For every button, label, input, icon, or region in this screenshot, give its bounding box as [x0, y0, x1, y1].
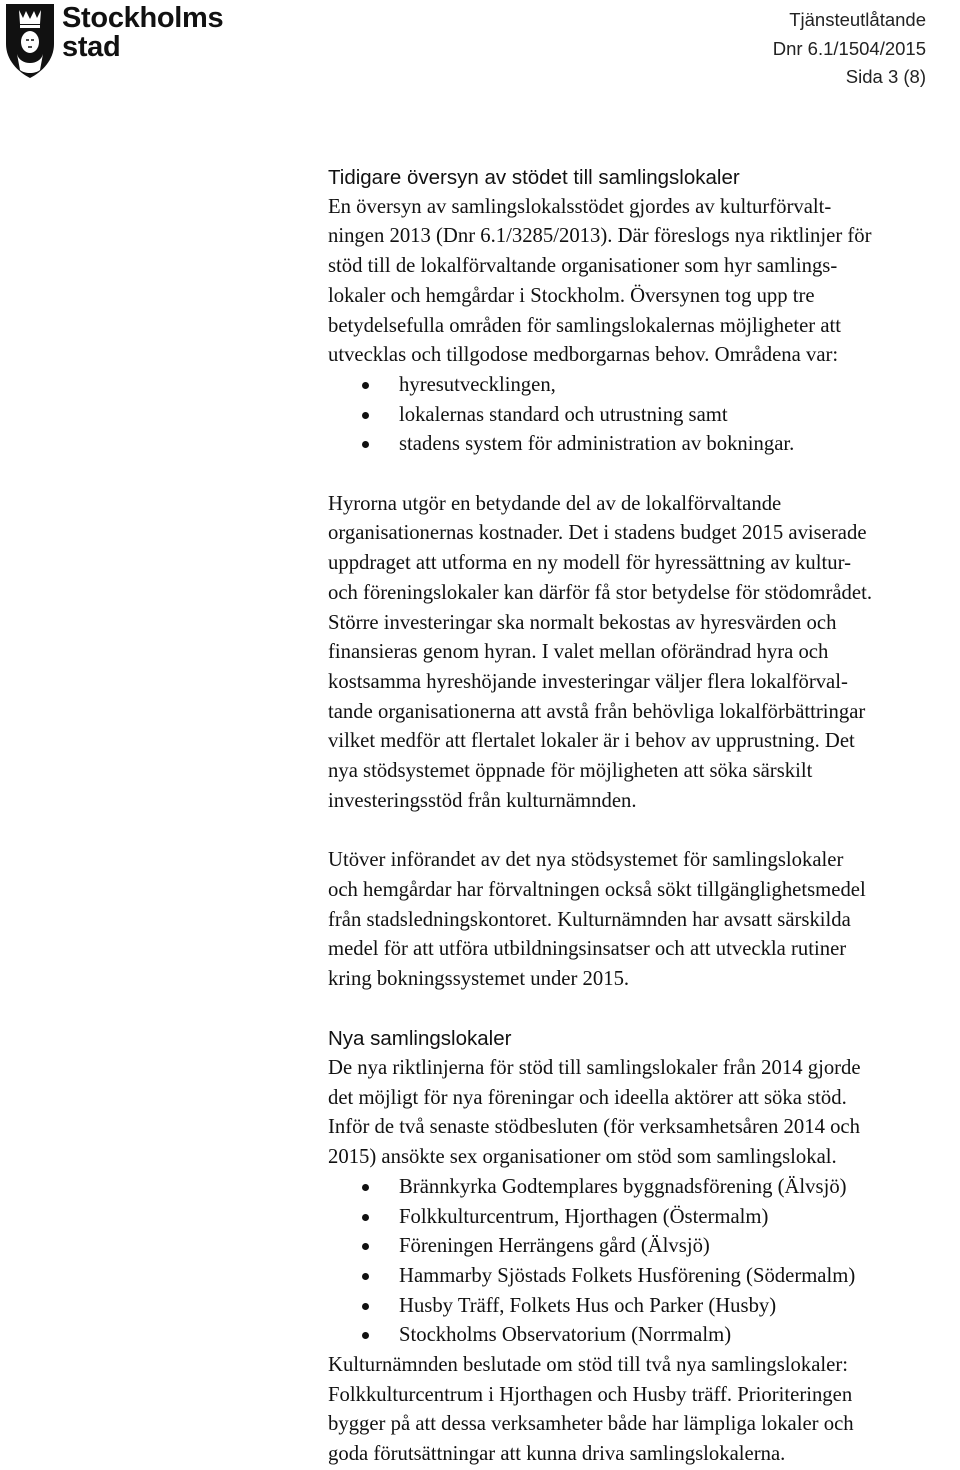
paragraph-line: kring bokningssystemet under 2015. — [328, 967, 630, 990]
paragraph-line: och hemgårdar har förvaltningen också sökt tillgänglighetsmedel — [328, 878, 866, 901]
section-heading-new-venues: Nya samlingslokaler — [328, 1027, 512, 1051]
list-item — [328, 401, 940, 431]
logo-line-1: Stockholms — [62, 2, 224, 34]
areas-bullet-list — [328, 371, 940, 460]
bullet-icon — [362, 441, 369, 448]
paragraph-line: uppdraget att utforma en ny modell för hyressättning av kultur- — [328, 552, 851, 575]
page-number: Sida 3 (8) — [845, 66, 926, 87]
list-item — [328, 1262, 940, 1292]
paragraph-line: En översyn av samlingslokalsstödet gjordes av kulturförvalt- — [328, 195, 832, 218]
paragraph-line: och föreningslokaler kan därför få stor betydelse för stödområdet. — [328, 581, 873, 604]
paragraph-line: betydelsefulla områden för samlingslokalernas möjligheter att — [328, 314, 842, 337]
city-crest-icon — [2, 0, 58, 80]
list-item — [328, 371, 940, 401]
paragraph-line: från stadsledningskontoret. Kulturnämnden har avsatt särskilda — [328, 908, 851, 931]
paragraph-line: lokaler och hemgårdar i Stockholm. Översynen tog upp tre — [328, 284, 815, 307]
document-body — [328, 163, 940, 1470]
bullet-icon — [362, 1243, 369, 1250]
paragraph-line: stöd till de lokalförvaltande organisationer som hyr samlings- — [328, 255, 838, 278]
document-number: Dnr 6.1/1504/2015 — [772, 37, 926, 59]
section-heading-previous-review: Tidigare översyn av stödet till samlingslokaler — [328, 166, 740, 189]
paragraph-line: tande organisationerna att avstå från behövliga lokalförbättringar — [328, 700, 866, 723]
list-item-text: Hammarby Sjöstads Folkets Husförening (Södermalm) — [399, 1264, 856, 1287]
bullet-icon — [362, 382, 369, 389]
paragraph-line: det möjligt för nya föreningar och ideella aktörer att söka stöd. — [328, 1086, 847, 1109]
document-header — [773, 6, 926, 92]
bullet-icon — [362, 1214, 369, 1221]
paragraph-line: ningen 2013 (Dnr 6.1/3285/2013). Där föreslogs nya riktlinjer för — [328, 225, 872, 248]
logo-line-2: stad — [62, 31, 121, 63]
list-item-text: stadens system för administration av bokningar. — [399, 433, 795, 456]
paragraph-line: Utöver införandet av det nya stödsystemet för samlingslokaler — [328, 849, 844, 872]
list-item — [328, 1203, 940, 1233]
list-item — [328, 1173, 940, 1203]
paragraph-line: kostsamma hyreshöjande investeringar väljer flera lokalförval- — [328, 670, 848, 693]
paragraph-line: nya stödsystemet öppnade för möjligheten att söka särskilt — [328, 760, 813, 783]
paragraph-line: goda förutsättningar att kunna driva samlingslokalerna. — [328, 1443, 786, 1466]
list-item — [328, 1232, 940, 1262]
list-item-text: hyresutvecklingen, — [399, 373, 556, 396]
list-item — [328, 1321, 940, 1351]
paragraph-line: bygger på att dessa verksamheter både har lämpliga lokaler och — [328, 1413, 854, 1436]
paragraph-line: Folkkulturcentrum i Hjorthagen och Husby träff. Prioriteringen — [328, 1383, 853, 1406]
paragraph-line: medel för att utföra utbildningsinsatser och att utveckla rutiner — [328, 938, 847, 961]
paragraph-line: finansieras genom hyran. I valet mellan oförändrad hyra och — [328, 641, 829, 664]
paragraph-line: investeringsstöd från kulturnämnden. — [328, 789, 637, 812]
list-item-text: lokalernas standard och utrustning samt — [399, 403, 728, 426]
applicants-bullet-list — [328, 1173, 940, 1351]
list-item-text: Husby Träff, Folkets Hus och Parker (Husby) — [399, 1294, 777, 1317]
list-item-text: Folkkulturcentrum, Hjorthagen (Östermalm) — [399, 1205, 769, 1228]
bullet-icon — [362, 1273, 369, 1280]
list-item-text: Föreningen Herrängens gård (Älvsjö) — [399, 1235, 710, 1258]
paragraph-line: Kulturnämnden beslutade om stöd till två nya samlingslokaler: — [328, 1354, 848, 1377]
list-item-text: Brännkyrka Godtemplares byggnadsförening (Älvsjö) — [399, 1175, 847, 1198]
paragraph-line: De nya riktlinjerna för stöd till samlingslokaler från 2014 gjorde — [328, 1057, 861, 1080]
paragraph-line: Inför de två senaste stödbesluten (för verksamhetsåren 2014 och — [328, 1116, 860, 1139]
paragraph-line: Större investeringar ska normalt bekostas av hyresvärden och — [328, 611, 837, 634]
list-item-text: Stockholms Observatorium (Norrmalm) — [399, 1324, 732, 1347]
paragraph-line: organisationernas kostnader. Det i stadens budget 2015 aviserade — [328, 522, 867, 545]
document-type: Tjänsteutlåtande — [789, 9, 926, 30]
paragraph-line: Hyrorna utgör en betydande del av de lokalförvaltande — [328, 492, 782, 515]
paragraph-line: utvecklas och tillgodose medborgarnas behov. Områdena var: — [328, 344, 839, 367]
bullet-icon — [362, 412, 369, 419]
bullet-icon — [362, 1332, 369, 1339]
list-item — [328, 1292, 940, 1322]
bullet-icon — [362, 1184, 369, 1191]
stockholms-stad-logo — [0, 0, 240, 80]
logo-wordmark — [62, 4, 223, 62]
list-item — [328, 430, 940, 460]
paragraph-line: 2015) ansökte sex organisationer om stöd som samlingslokal. — [328, 1146, 837, 1169]
bullet-icon — [362, 1303, 369, 1310]
paragraph-line: vilket medför att flertalet lokaler är i behov av upprustning. Det — [328, 730, 855, 753]
